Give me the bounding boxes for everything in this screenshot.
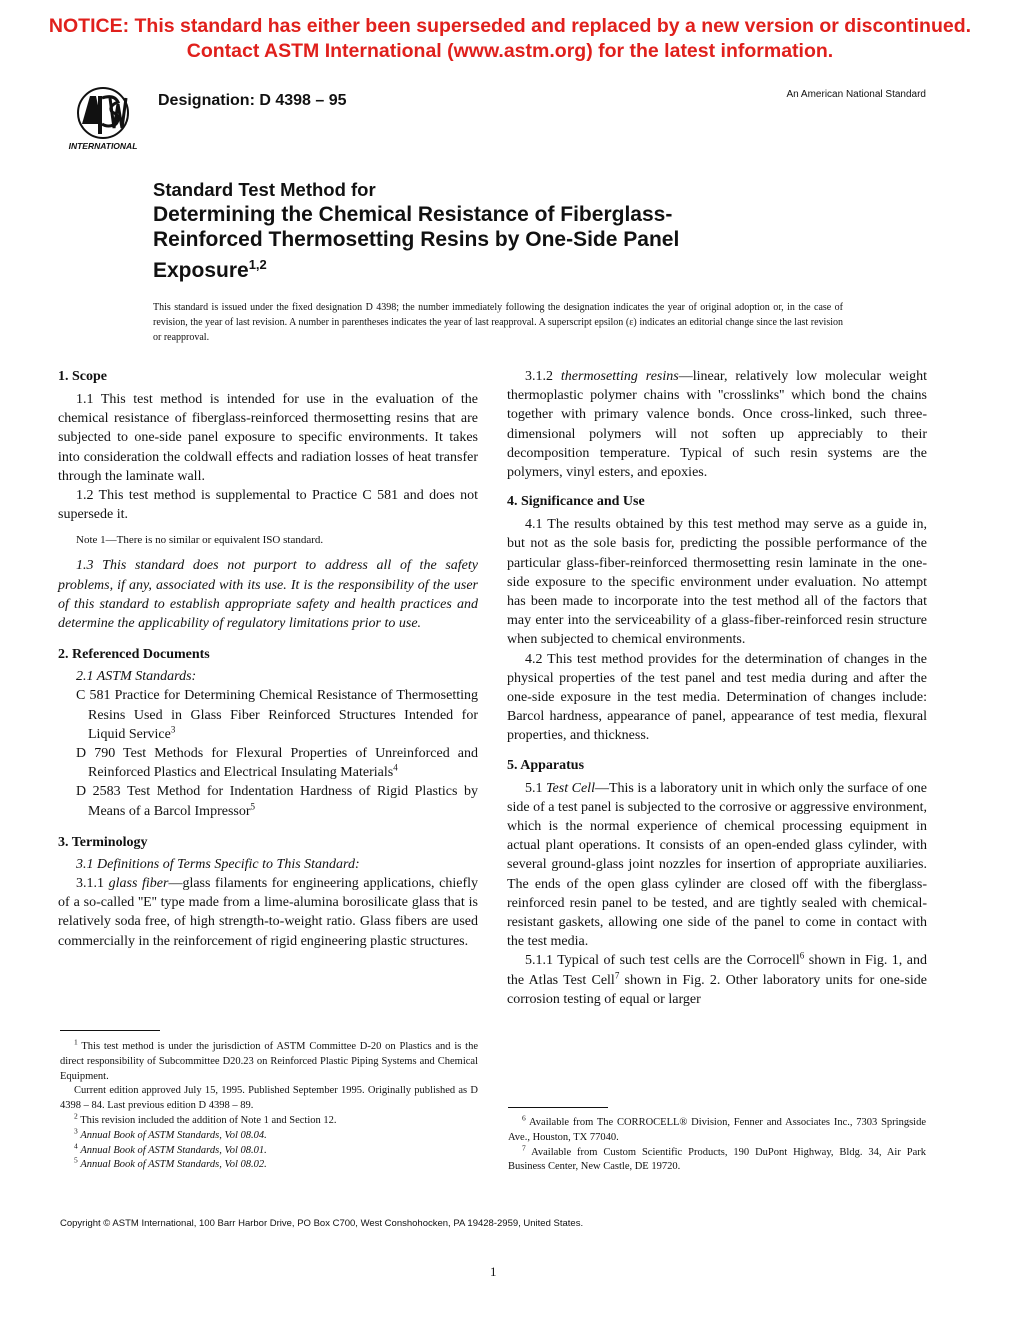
section-2-heading: 2. Referenced Documents — [58, 647, 210, 663]
footnote-6-sup: 6 — [522, 1113, 526, 1123]
footnote-4 — [60, 1141, 478, 1159]
footnotes-right — [508, 1113, 927, 1175]
footnote-5 — [60, 1155, 478, 1173]
reference-d2583-text: D 2583 Test Method for Indentation Hardness of Rigid Plastics by Means of a Barcol Impressor — [76, 784, 478, 819]
reference-d790-text: D 790 Test Methods for Flexural Properties of Unreinforced and Reinforced Plastics and Electrical Insulating Materials — [76, 746, 478, 781]
footnote-2-sup: 2 — [74, 1111, 78, 1121]
footnote-1-text: This test method is under the jurisdiction of ASTM Committee D-20 on Plastics and is the direct responsibility of Subcommittee D20.23 on Reinforced Plastic Piping Systems and Chemical Equipment. — [60, 1041, 478, 1082]
footnote-1b: Current edition approved July 15, 1995. Published September 1995. Originally published as D 4398 – 84. Last previous edition D 4398 – 89. — [60, 1085, 478, 1112]
footnote-2-text: This revision included the addition of Note 1 and Section 12. — [80, 1114, 337, 1126]
footnote-6-text: Available from The CORROCELL® Division, Fenner and Associates Inc., 7303 Springside Ave., Houston, TX 77040. — [508, 1117, 927, 1143]
footnote-3 — [60, 1126, 478, 1144]
para-3-1-2-number: 3.1.2 — [525, 369, 553, 384]
para-5-1-1-c: shown in Fig. 2. Other laboratory units for one-side corrosion testing of equal or larger — [507, 972, 927, 1007]
notice-line-2: Contact ASTM International (www.astm.org) for the latest information. — [186, 40, 834, 62]
document-title — [153, 178, 853, 283]
para-2-1: 2.1 ASTM Standards: — [76, 669, 197, 685]
footnote-7-text: Available from Custom Scientific Products, 190 DuPont Highway, Bldg. 34, Air Park Business Center, New Castle, DE 19720. — [508, 1146, 927, 1173]
title-line-4-text: Exposure — [153, 259, 249, 282]
copyright-line: Copyright © ASTM International, 100 Barr Harbor Drive, PO Box C700, West Conshohocken, PA 19428-2959, United States. — [60, 1218, 584, 1229]
reference-c581-sup: 3 — [170, 724, 176, 735]
footnote-4-sup: 4 — [74, 1141, 78, 1151]
title-footnote-ref: 1,2 — [248, 257, 267, 272]
footnote-6 — [508, 1113, 927, 1146]
right-column — [507, 367, 927, 1009]
reference-d2583 — [58, 782, 478, 820]
title-line-1: Standard Test Method for — [153, 179, 376, 200]
issuance-statement: This standard is issued under the fixed designation D 4398; the number immediately following the designation indicates the year of original adoption or, in the case of revision, the year of last revision. A number in parentheses indicates the year of last reapproval. A superscript epsilon (ε) indicates an editorial change since the last revision or reapproval. — [153, 302, 843, 343]
para-4-2: 4.2 This test method provides for the determination of changes in the physical properties of the test panel and test media during and after the one-side exposure in the test media. Determination of changes include: Barcol hardness, appearance of panel, appearance of test media, flexural properties, and thickness. — [507, 651, 927, 744]
reference-c581 — [58, 686, 478, 744]
term-thermosetting-resins: thermosetting resins — [560, 369, 679, 384]
footnote-rule-left — [60, 1030, 160, 1031]
notice-banner — [0, 14, 1020, 64]
para-1-3: 1.3 This standard does not purport to address all of the safety problems, if any, associated with its use. It is the responsibility of the user of this standard to establish appropriate safety and health practices and determine the applicability of regulatory limitations prior to use. — [58, 558, 478, 632]
para-3-1-1-text: —glass filaments for engineering applications, chiefly of a so-called ''E'' type made from a lime-alumina borosilicate glass that is relatively soda free, of high strength-to-weight ratio. Glass fibers are used commercially in the reinforcement of rigid engineering plastic structures. — [58, 876, 478, 949]
para-3-1-2-text: —linear, relatively low molecular weight thermoplastic polymer chains with ''crosslinks'' which bond the chains together with primary valence bonds. Once cross-linked, such three-dimensional polymers will not soften up appreciably to their decomposition temperature. Typical of such resin systems are the polymers, vinyl esters, and epoxies. — [507, 369, 928, 481]
reference-d790-sup: 4 — [393, 762, 398, 773]
footnote-1 — [60, 1037, 478, 1084]
para-5-1-1-a: 5.1.1 Typical of such test cells are the Corrocell — [525, 953, 800, 969]
footnote-7 — [508, 1143, 927, 1176]
term-test-cell: Test Cell — [546, 780, 595, 796]
footnote-7-sup: 7 — [522, 1143, 526, 1153]
title-line-2: Determining the Chemical Resistance of Fiberglass- — [153, 203, 673, 226]
footnote-5-text: Annual Book of ASTM Standards, Vol 08.02. — [80, 1159, 267, 1171]
para-5-1 — [507, 779, 927, 952]
footnote-3-sup: 3 — [74, 1126, 78, 1136]
para-3-1-1-number: 3.1.1 — [76, 876, 104, 892]
para-5-1-1-sup7: 7 — [614, 970, 620, 981]
logo-text: INTERNATIONAL — [68, 141, 138, 151]
section-4-heading: 4. Significance and Use — [507, 494, 645, 510]
para-5-1-1-sup6: 6 — [799, 950, 805, 961]
footnote-4-text: Annual Book of ASTM Standards, Vol 08.01. — [80, 1144, 267, 1156]
para-1-1: 1.1 This test method is intended for use in the evaluation of the chemical resistance of fiberglass-reinforced thermosetting resins that are subjected to one-side panel exposure to specific environments. It takes into consideration the coldwall effects and radiation losses of heat transfer through the laminate wall. — [58, 392, 478, 484]
para-3-1: 3.1 Definitions of Terms Specific to This Standard: — [76, 856, 360, 872]
section-1-heading: 1. Scope — [58, 369, 107, 384]
footnotes-left — [60, 1037, 478, 1173]
astm-logo-icon — [62, 84, 144, 152]
section-3-heading: 3. Terminology — [58, 834, 148, 850]
section-5-heading: 5. Apparatus — [507, 757, 585, 773]
para-3-1-2 — [507, 367, 927, 482]
footnote-2 — [60, 1111, 478, 1129]
left-column — [58, 367, 478, 951]
designation: Designation: D 4398 – 95 — [158, 92, 347, 109]
footnote-rule-right — [508, 1107, 608, 1108]
national-standard-label: An American National Standard — [786, 89, 926, 100]
page-number: 1 — [490, 1264, 497, 1279]
para-1-2: 1.2 This test method is supplemental to Practice C 581 and does not supersede it. — [58, 488, 478, 523]
footnote-5-sup: 5 — [74, 1155, 78, 1165]
para-5-1-text: —This is a laboratory unit in which only the surface of one side of a test panel is subjected to the corrosive or aggressive environment, which is the normal experience of chemical processing equipment in actual plant operations. It consists of an open-ended glass cylinder, with several ground-glass joint nozzles for insertion of appropriate auxiliaries. The ends of the open glass cylinder are closed off with the fiberglass-reinforced resin panel to be tested, and are tightly sealed with chemical-resistant gaskets, allowing one side of the panel to come in contact with the test media. — [507, 780, 928, 950]
reference-d790 — [58, 744, 478, 782]
footnote-3-text: Annual Book of ASTM Standards, Vol 08.04. — [80, 1129, 267, 1141]
para-5-1-1-b: shown in Fig. 1, and the Atlas Test Cell — [507, 953, 927, 988]
reference-d2583-sup: 5 — [250, 801, 256, 811]
para-5-1-1 — [507, 951, 927, 1009]
term-glass-fiber: glass fiber — [108, 876, 169, 892]
footnote-1-sup: 1 — [74, 1037, 78, 1047]
astm-logo — [62, 84, 144, 152]
para-3-1-1 — [58, 874, 478, 951]
notice-line-1: NOTICE: This standard has either been superseded and replaced by a new version or discontinued. — [48, 15, 972, 37]
para-5-1-number: 5.1 — [525, 780, 543, 796]
reference-c581-text: C 581 Practice for Determining Chemical Resistance of Thermosetting Resins Used in Glass Fiber Reinforced Structures Intended for Liquid Service — [76, 688, 478, 742]
title-line-4 — [153, 252, 853, 283]
para-4-1: 4.1 The results obtained by this test method may serve as a guide in, but not as the sole basis for, predicting the possible performance of the particular glass-fiber-reinforced thermosetting resin laminate in the one-side exposure to the specific environment under evaluation. No attempt has been made to incorporate into the test method all of the factors that may enter into the serviceability of a glass-fiber-reinforced resin structure when subjected to chemical environments. — [507, 517, 927, 648]
title-line-3: Reinforced Thermosetting Resins by One-Side Panel — [153, 228, 680, 251]
note-1: Note 1—There is no similar or equivalent ISO standard. — [76, 534, 324, 547]
